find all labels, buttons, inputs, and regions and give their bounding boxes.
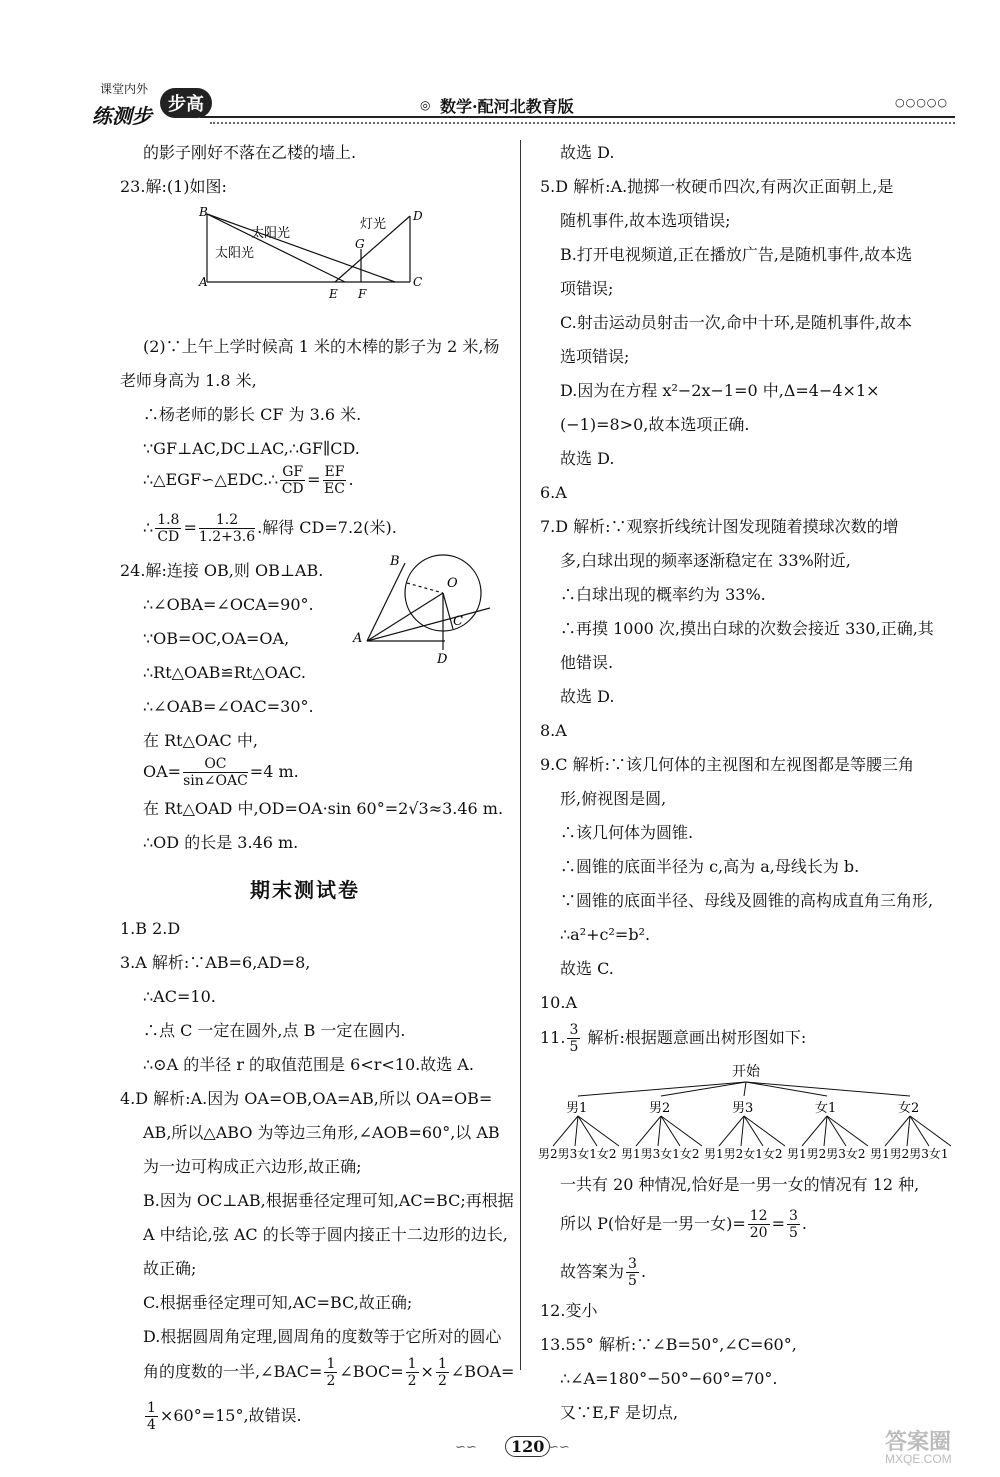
fraction bbox=[748, 1208, 770, 1241]
fraction bbox=[626, 1256, 639, 1289]
fraction bbox=[436, 1356, 449, 1389]
fig23-label-lamp: 灯光 bbox=[360, 217, 387, 232]
text-span: = bbox=[771, 1214, 785, 1233]
numerator: 1.2 bbox=[199, 512, 255, 529]
text-line: 故正确; bbox=[143, 1259, 197, 1278]
text-line: 的影子刚好不落在乙楼的墙上. bbox=[143, 143, 357, 162]
tree-branch bbox=[907, 1116, 910, 1146]
numerator: 1 bbox=[407, 1356, 417, 1372]
text-line bbox=[560, 1204, 807, 1244]
tree-node: 男3 bbox=[732, 1101, 754, 1116]
text-line: 9.C 解析:∵该几何体的主视图和左视图都是等腰三角 bbox=[540, 755, 914, 774]
text-line: (−1)=8>0,故本选项正确. bbox=[560, 415, 750, 434]
subject-title: 数学·配河北教育版 bbox=[440, 97, 574, 116]
fig24-label-B: B bbox=[390, 554, 400, 569]
tree-branch bbox=[802, 1116, 827, 1146]
text-line: ∴OD 的长是 3.46 m. bbox=[143, 833, 299, 852]
tree-branch bbox=[827, 1116, 868, 1146]
text-line: 选项错误; bbox=[560, 347, 630, 366]
fraction bbox=[323, 464, 347, 497]
denominator: sin∠OAC bbox=[183, 773, 248, 789]
text-line: ∴白球出现的概率约为 33%. bbox=[560, 585, 766, 604]
text-line: 在 Rt△OAC 中, bbox=[143, 731, 258, 750]
text-line: ∵GF⊥AC,DC⊥AC,∴GF∥CD. bbox=[143, 439, 360, 458]
numerator: 3 bbox=[788, 1208, 798, 1224]
tree-branch bbox=[910, 1116, 929, 1146]
text-line: ∵OB=OC,OA=OA, bbox=[143, 629, 290, 648]
tree-branch bbox=[744, 1116, 763, 1146]
tree-branch bbox=[578, 1116, 597, 1146]
tree-leaves: 男1男2女1女2 bbox=[704, 1147, 783, 1161]
text-span: . bbox=[640, 1262, 647, 1281]
tree-leaves: 男1男2男3女2 bbox=[787, 1147, 866, 1161]
tree-node: 男2 bbox=[649, 1101, 671, 1116]
tree-diagram bbox=[520, 1060, 960, 1170]
numerator: 3 bbox=[569, 1022, 579, 1038]
text-line: A 中结论,弦 AC 的长等于圆内接正十二边形的边长, bbox=[143, 1225, 508, 1244]
text-span: =4 m. bbox=[249, 762, 299, 781]
fraction bbox=[155, 512, 181, 545]
text-line: D.根据圆周角定理,圆周角的度数等于它所对的圆心 bbox=[143, 1327, 502, 1346]
denominator: EC bbox=[324, 481, 345, 497]
numerator: 1 bbox=[147, 1400, 156, 1416]
text-span: .解得 CD=7.2(米). bbox=[257, 518, 397, 537]
tree-branch bbox=[553, 1116, 578, 1146]
text-line: 12.变小 bbox=[540, 1301, 598, 1320]
fraction bbox=[280, 464, 305, 497]
text-line: B.打开电视频道,正在播放广告,是随机事件,故本选 bbox=[560, 245, 913, 264]
text-span: 故答案为 bbox=[560, 1262, 625, 1281]
tree-leaves: 男1男3女1女2 bbox=[621, 1147, 700, 1161]
text-line: 又∵E,F 是切点, bbox=[560, 1403, 679, 1422]
denominator: 5 bbox=[569, 1039, 579, 1055]
text-span: OA= bbox=[143, 762, 182, 781]
text-line: 多,白球出现的频率逐渐稳定在 33%附近, bbox=[560, 551, 851, 570]
text-line: 8.A bbox=[540, 721, 567, 740]
text-line: 他错误. bbox=[560, 653, 614, 672]
text-line: (2)∵上午上学时候高 1 米的木棒的影子为 2 米,杨 bbox=[143, 337, 500, 356]
text-line: 13.55° 解析:∵∠B=50°,∠C=60°, bbox=[540, 1335, 797, 1354]
tree-branch bbox=[910, 1116, 951, 1146]
text-line: ∴⊙A 的半径 r 的取值范围是 6<r<10.故选 A. bbox=[143, 1055, 474, 1074]
fig23-label-E: E bbox=[329, 287, 338, 301]
text-line: 7.D 解析:∵观察折线统计图发现随着摸球次数的增 bbox=[540, 517, 899, 536]
text-line: ∴该几何体为圆锥. bbox=[560, 823, 694, 842]
fraction bbox=[787, 1208, 800, 1241]
fig24-label-C: C bbox=[453, 614, 463, 629]
text-line: ∴AC=10. bbox=[143, 987, 216, 1006]
fraction bbox=[183, 756, 248, 789]
tree-branch bbox=[746, 1082, 827, 1096]
text-line: ∴Rt△OAB≌Rt△OAC. bbox=[143, 663, 307, 682]
fig24-label-O: O bbox=[447, 576, 458, 591]
subject-icon: ◎ bbox=[420, 98, 431, 112]
text-span: . bbox=[348, 470, 354, 489]
text-line: 随机事件,故本选项错误; bbox=[560, 211, 731, 230]
tree-branch bbox=[575, 1116, 578, 1146]
fig23-label-F: F bbox=[358, 287, 367, 301]
tree-leaves: 男1男2男3女1 bbox=[870, 1147, 949, 1161]
numerator: OC bbox=[183, 756, 248, 773]
text-line: 24.解:连接 OB,则 OB⊥AB. bbox=[120, 561, 324, 580]
text-line bbox=[540, 1018, 806, 1058]
tree-branch bbox=[744, 1116, 785, 1146]
text-line bbox=[143, 460, 354, 500]
fig23-label-G: G bbox=[355, 237, 365, 251]
text-line bbox=[143, 1396, 302, 1436]
text-line: ∴点 C 一定在圆外,点 B 一定在圆内. bbox=[143, 1021, 406, 1040]
fraction bbox=[406, 1356, 419, 1389]
tree-branch bbox=[578, 1116, 619, 1146]
text-span: ×60°=15°,故错误. bbox=[159, 1406, 302, 1425]
text-line bbox=[143, 752, 299, 792]
text-line: AB,所以△ABO 为等边三角形,∠AOB=60°,以 AB bbox=[143, 1123, 500, 1142]
text-line: 在 Rt△OAD 中,OD=OA·sin 60°=2√3≈3.46 m. bbox=[143, 799, 504, 818]
text-line: B.因为 OC⊥AB,根据垂径定理可知,AC=BC;再根据 bbox=[143, 1191, 514, 1210]
text-line: 故选 C. bbox=[560, 959, 614, 978]
tree-node: 男1 bbox=[566, 1101, 588, 1116]
tree-branch bbox=[719, 1116, 744, 1146]
tree-leaves: 男2男3女1女2 bbox=[538, 1147, 617, 1161]
text-line bbox=[560, 1252, 646, 1292]
fig23-label-A: A bbox=[199, 275, 208, 289]
tree-branch bbox=[661, 1116, 680, 1146]
text-line: 故选 D. bbox=[560, 449, 615, 468]
tree-root: 开始 bbox=[732, 1064, 760, 1080]
tree-branch bbox=[661, 1116, 702, 1146]
watermark-url: MXQE.COM bbox=[885, 1452, 952, 1466]
text-span: 角的度数的一半,∠BAC= bbox=[143, 1362, 323, 1381]
text-line: 3.A 解析:∵AB=6,AD=8, bbox=[120, 953, 311, 972]
fraction bbox=[567, 1022, 580, 1055]
column-divider bbox=[520, 140, 521, 1370]
denominator: 2 bbox=[437, 1373, 447, 1389]
fig23-label-C: C bbox=[413, 275, 423, 289]
tree-branch bbox=[658, 1116, 661, 1146]
numerator: 1.8 bbox=[157, 512, 180, 528]
text-span: × bbox=[420, 1362, 434, 1381]
tree-branch bbox=[824, 1116, 827, 1146]
numerator: 1 bbox=[437, 1356, 447, 1372]
denominator: 2 bbox=[326, 1373, 336, 1389]
text-span: 11. bbox=[540, 1028, 566, 1047]
numerator: 1 bbox=[326, 1356, 336, 1372]
text-line: ∴圆锥的底面半径为 c,高为 a,母线长为 b. bbox=[560, 857, 860, 876]
text-line: 6.A bbox=[540, 483, 567, 502]
fraction bbox=[199, 512, 255, 545]
page-number-ornament: ∽∽ bbox=[455, 1440, 477, 1455]
text-line: C.射击运动员射击一次,命中十环,是随机事件,故本 bbox=[560, 313, 913, 332]
text-span: 所以 P(恰好是一男一女)= bbox=[560, 1214, 746, 1233]
header-rule bbox=[200, 116, 955, 118]
text-line: D.因为在方程 x²−2x−1=0 中,Δ=4−4×1× bbox=[560, 381, 880, 400]
text-span: ∠BOA= bbox=[450, 1362, 515, 1381]
watermark-logo: 答案圈 bbox=[885, 1429, 952, 1455]
tree-node: 女2 bbox=[898, 1101, 920, 1116]
numerator: EF bbox=[324, 464, 345, 480]
fig24-label-D: D bbox=[437, 652, 448, 667]
denominator: CD bbox=[281, 481, 304, 497]
text-span: 解析:根据题意画出树形图如下: bbox=[582, 1028, 807, 1047]
header bbox=[0, 70, 1000, 130]
denominator: 4 bbox=[147, 1417, 156, 1433]
tree-branch bbox=[827, 1116, 846, 1146]
denominator: 1.2+3.6 bbox=[198, 529, 256, 545]
text-line: ∴∠A=180°−50°−60°=70°. bbox=[560, 1369, 778, 1388]
brand-top: 课堂内外 bbox=[100, 82, 149, 96]
text-line bbox=[143, 1352, 514, 1392]
tree-branch bbox=[578, 1082, 746, 1096]
brand-main: 练测步 bbox=[92, 104, 152, 128]
text-line: 1.B 2.D bbox=[120, 919, 181, 938]
text-line: 4.D 解析:A.因为 OA=OB,OA=AB,所以 OA=OB= bbox=[120, 1089, 493, 1108]
text-line: 一共有 20 种情况,恰好是一男一女的情况有 12 种, bbox=[560, 1175, 920, 1194]
text-span: = bbox=[183, 518, 197, 537]
tree-branch bbox=[746, 1082, 910, 1096]
numerator: GF bbox=[282, 464, 304, 480]
text-line: 5.D 解析:A.抛掷一枚硬币四次,有两次正面朝上,是 bbox=[540, 177, 894, 196]
fig24-label-A: A bbox=[353, 631, 363, 646]
denominator: 5 bbox=[628, 1273, 637, 1289]
text-line: 为一边可构成正六边形,故正确; bbox=[143, 1157, 362, 1176]
fraction bbox=[145, 1400, 158, 1433]
text-span: ∴ bbox=[143, 518, 154, 537]
denominator: 20 bbox=[749, 1225, 768, 1241]
numerator: 3 bbox=[628, 1256, 637, 1272]
text-line: ∵圆锥的底面半径、母线及圆锥的高构成直角三角形, bbox=[560, 891, 934, 910]
text-span: . bbox=[801, 1214, 807, 1233]
text-span: ∴△EGF∽△EDC.∴ bbox=[143, 470, 279, 489]
text-line: C.根据垂径定理可知,AC=BC,故正确; bbox=[143, 1293, 413, 1312]
header-rule-dotted bbox=[210, 122, 955, 124]
fig23-label-sun2: 太阳光 bbox=[215, 246, 255, 261]
text-line: ∴杨老师的影长 CF 为 3.6 米. bbox=[143, 405, 362, 424]
text-line: 故选 D. bbox=[560, 687, 615, 706]
tree-branch bbox=[661, 1082, 746, 1096]
numerator: 12 bbox=[749, 1208, 768, 1224]
tree-branch bbox=[885, 1116, 910, 1146]
denominator: 2 bbox=[407, 1373, 417, 1389]
denominator: CD bbox=[157, 529, 180, 545]
text-line: 项错误; bbox=[560, 279, 614, 298]
text-line: ∴∠OAB=∠OAC=30°. bbox=[143, 697, 314, 716]
text-line: 10.A bbox=[540, 993, 577, 1012]
fig23-label-D: D bbox=[413, 209, 423, 223]
text-line: 老师身高为 1.8 米, bbox=[120, 371, 257, 390]
text-line: ∴∠OBA=∠OCA=90°. bbox=[143, 595, 314, 614]
text-line: ∴a²+c²=b². bbox=[560, 925, 651, 944]
denominator: 5 bbox=[788, 1225, 798, 1241]
tree-node: 女1 bbox=[815, 1101, 837, 1116]
text-span: = bbox=[307, 470, 321, 489]
fraction bbox=[324, 1356, 337, 1389]
section-title: 期末测试卷 bbox=[250, 878, 360, 902]
text-line: ∴再摸 1000 次,摸出白球的次数会接近 330,正确,其 bbox=[560, 619, 934, 638]
text-line: 形,俯视图是圆, bbox=[560, 789, 667, 808]
figure-23 bbox=[195, 202, 430, 302]
page-number: 120 bbox=[505, 1436, 550, 1457]
text-line: 23.解:(1)如图: bbox=[120, 177, 227, 196]
tree-branch bbox=[741, 1116, 744, 1146]
fig23-label-sun1: 太阳光 bbox=[251, 226, 291, 241]
page-number-ornament: ∽∽ bbox=[548, 1440, 570, 1455]
brand-badge: 步高 bbox=[160, 88, 212, 118]
figure-24 bbox=[345, 545, 515, 685]
tree-branch bbox=[636, 1116, 661, 1146]
text-line: 故选 D. bbox=[560, 143, 615, 162]
tree-branch bbox=[744, 1082, 746, 1096]
text-span: ∠BOC= bbox=[339, 1362, 404, 1381]
fig23-label-B: B bbox=[199, 205, 208, 219]
text-line bbox=[143, 508, 397, 548]
header-dots: ○○○○○ bbox=[895, 96, 948, 109]
